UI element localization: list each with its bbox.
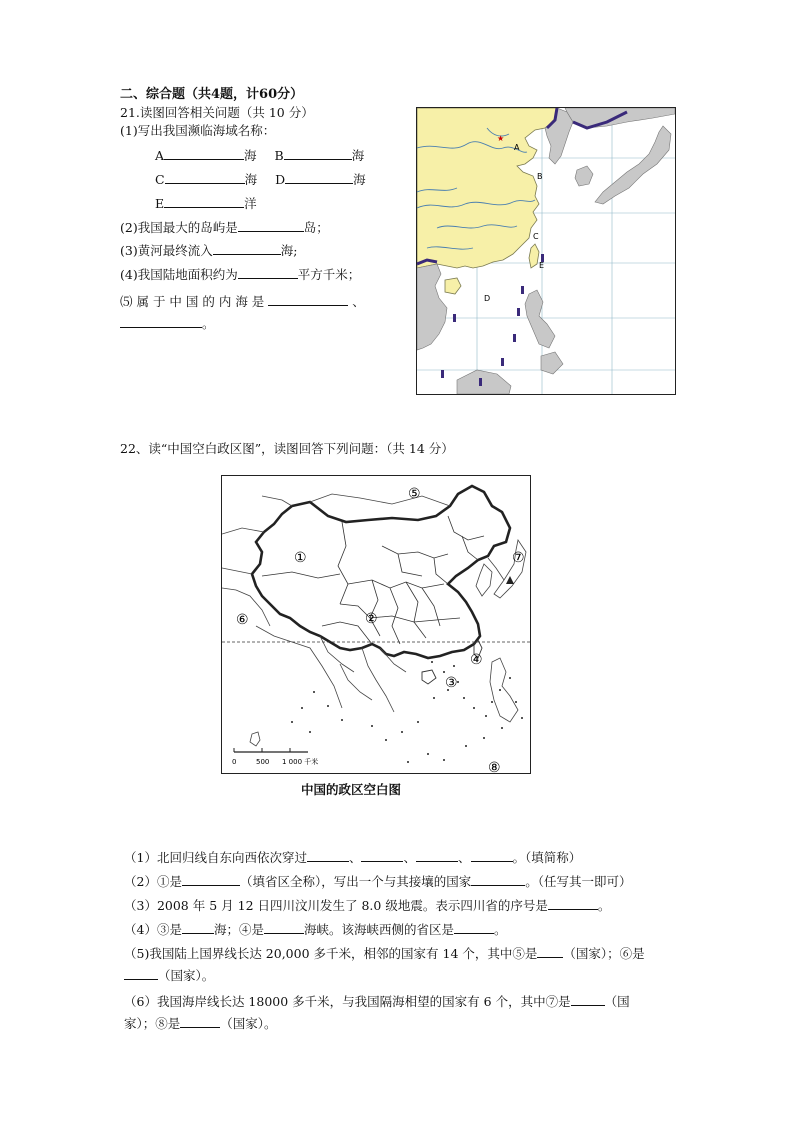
q21-sub2-prefix: (2)我国最大的岛屿是: [120, 220, 238, 235]
q22-p6: [124, 992, 630, 1011]
map-label-d: D: [484, 294, 491, 303]
q21-sub3: [120, 241, 297, 260]
q22-p2-text-a: （2）①是: [124, 874, 182, 889]
q21-blank-yellow-river[interactable]: [213, 241, 281, 255]
map-label-1: ①: [294, 550, 307, 566]
q22-blank-4c[interactable]: [454, 920, 494, 934]
section-title: 二、综合题（共4题，计60分）: [120, 87, 304, 102]
q21-blank-d[interactable]: [285, 170, 353, 184]
q22-blank-6b[interactable]: [180, 1014, 220, 1028]
q21-title: 21.读图回答相关问题（共 10 分）: [120, 105, 314, 120]
q22-title: 22、读“中国空白政区图”，读图回答下列问题：（共 14 分）: [120, 441, 454, 456]
q22-p1-sep-3: 、: [458, 850, 471, 865]
map-label-c: C: [533, 232, 539, 241]
map-label-5: ⑤: [408, 486, 421, 502]
q22-p2: [124, 872, 631, 891]
q22-p3-text: （3）2008 年 5 月 12 日四川汶川发生了 8.0 级地震。表示四川省的序号是: [124, 898, 548, 913]
q22-p4-text-b: 海；④是: [213, 922, 264, 937]
q22-p5: [124, 944, 645, 963]
q21-sub5-prefix: ⑸ 属 于 中 国 的 内 海 是: [120, 294, 265, 309]
q22-p1-text: （1）北回归线自东向西依次穿过: [124, 850, 307, 865]
q21-row-b-suffix: 海: [351, 148, 365, 163]
q21-row-cd: [155, 170, 366, 189]
map-label-2: ②: [365, 611, 378, 627]
map-label-3: ③: [445, 675, 458, 691]
q21-blank-c[interactable]: [165, 170, 245, 184]
q21-blank-a[interactable]: [164, 146, 244, 160]
q21-blank-e[interactable]: [164, 194, 244, 208]
q22-p4: [124, 920, 507, 939]
q22-p4-end: 。: [493, 922, 507, 937]
q22-p4-text-c: 海峡。该海峡西侧的省区是: [303, 922, 454, 937]
q21-blank-island[interactable]: [238, 218, 304, 232]
map-label-8: ⑧: [488, 760, 501, 773]
q22-blank-4b[interactable]: [264, 920, 304, 934]
scale-label-1000: 1 000 千米: [282, 758, 319, 766]
q21-sub5-mid: 、: [352, 294, 365, 309]
map-label-4: ④: [470, 652, 483, 668]
q22-map-caption: 中国的政区空白图: [301, 782, 402, 797]
q22-p1-sep-2: 、: [403, 850, 416, 865]
q21-sub2-suffix: 岛；: [303, 220, 329, 235]
q22-blank-1b[interactable]: [361, 848, 403, 862]
q22-blank-2a[interactable]: [182, 872, 240, 886]
q22-blank-1a[interactable]: [307, 848, 349, 862]
q22-p6-text-c: 家）；⑧是: [124, 1016, 181, 1031]
scale-label-500: 500: [256, 758, 270, 766]
q21-sub5-line2: [120, 314, 215, 333]
q21-blank-area[interactable]: [238, 265, 298, 279]
q22-p5-text-b: （国家）；⑥是: [563, 946, 645, 961]
q22-p5-line2: [124, 966, 214, 985]
q21-row-ab: [155, 146, 364, 165]
q21-row-e-suffix: 洋: [244, 196, 257, 211]
q22-blank-1c[interactable]: [416, 848, 458, 862]
q22-p1: [124, 848, 581, 867]
q22-blank-6a[interactable]: [571, 992, 605, 1006]
q22-p2-end: 。（任写其一即可）: [525, 874, 632, 889]
q21-sub3-suffix: 海;: [280, 243, 298, 258]
q21-sub4: [120, 265, 360, 284]
map-label-b: B: [537, 172, 543, 181]
q22-p2-text-b: （填省区全称），写出一个与其接壤的国家: [239, 874, 472, 889]
map-label-6: ⑥: [236, 612, 249, 628]
q22-blank-2b[interactable]: [471, 872, 525, 886]
q22-p3-end: 。: [597, 898, 611, 913]
map-label-7: ⑦: [512, 550, 525, 566]
q21-row-b-prefix: B: [274, 148, 284, 163]
q22-p3: [124, 896, 610, 915]
q22-blank-5b[interactable]: [124, 966, 158, 980]
q22-p1-sep-1: 、: [348, 850, 362, 865]
q22-p6-text-d: （国家）。: [220, 1016, 277, 1031]
q21-row-e: [155, 194, 257, 213]
q21-sub5: [120, 292, 365, 311]
q22-p5-text-a: （5)我国陆上国界线长达 20,000 多千米，相邻的国家有 14 个，其中⑤是: [124, 946, 538, 961]
q21-sub4-suffix: 平方千米；: [297, 267, 361, 282]
q21-sub1: (1)写出我国濒临海域名称：: [120, 123, 276, 138]
q22-p1-end: 。（填简称）: [512, 850, 582, 865]
scale-label-0: 0: [232, 758, 237, 766]
q21-sub2: [120, 218, 329, 237]
q22-p4-text-a: （4）③是: [124, 922, 182, 937]
q22-p6-text-b: （国: [604, 994, 630, 1009]
q22-political-map: [221, 475, 531, 774]
q21-row-a-suffix: 海: [244, 148, 257, 163]
q21-blank-inland-sea-1[interactable]: [268, 292, 348, 306]
q21-row-c-prefix: C: [155, 172, 165, 187]
q21-sub4-prefix: (4)我国陆地面积约为: [120, 267, 238, 282]
q22-blank-3[interactable]: [548, 896, 598, 910]
map-label-a: A: [514, 143, 520, 152]
q21-row-c-suffix: 海: [244, 172, 258, 187]
q22-blank-1d[interactable]: [471, 848, 513, 862]
q21-blank-b[interactable]: [284, 146, 352, 160]
q22-p6-line2: [124, 1014, 277, 1033]
q22-blank-5a[interactable]: [537, 944, 563, 958]
q21-sub3-prefix: (3)黄河最终流入: [120, 243, 213, 258]
q22-blank-4a[interactable]: [182, 920, 214, 934]
q22-p6-text-a: （6）我国海岸线长达 18000 多千米，与我国隔海相望的国家有 6 个，其中⑦是: [124, 994, 571, 1009]
map-label-e: E: [539, 261, 545, 270]
q21-row-d-prefix: D: [275, 172, 286, 187]
capital-star-icon: ★: [497, 134, 505, 143]
q21-row-e-prefix: E: [155, 196, 165, 211]
q22-p5-text-c: （国家）。: [158, 968, 215, 983]
q21-sub5-end: 。: [202, 316, 215, 331]
q21-seas-map: [416, 107, 676, 395]
q21-row-d-suffix: 海: [353, 172, 366, 187]
q21-blank-inland-sea-2[interactable]: [120, 314, 202, 328]
q21-row-a-prefix: A: [155, 148, 165, 163]
